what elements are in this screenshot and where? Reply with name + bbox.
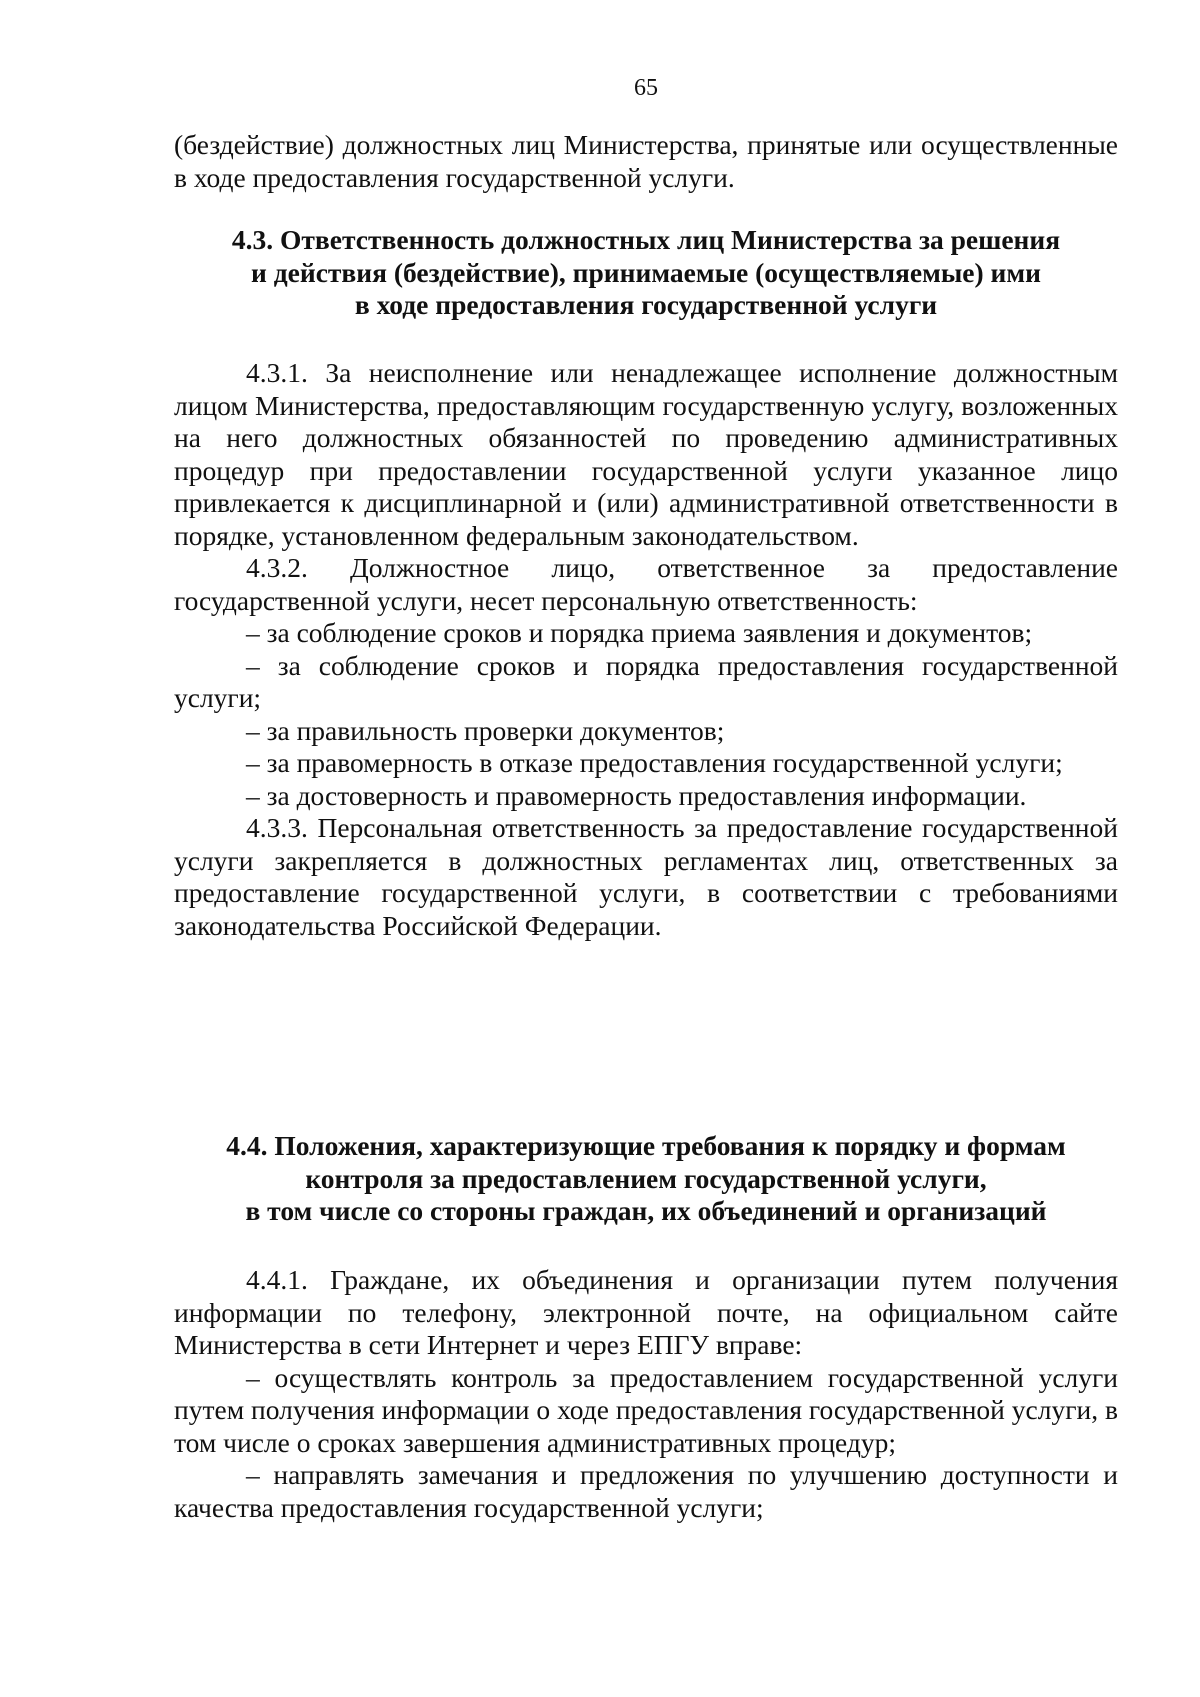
list-item: – за соблюдение сроков и порядка приема заявления и документов; bbox=[246, 617, 1033, 648]
list-item: – за соблюдение сроков и порядка предоставления государственной услуги; bbox=[174, 649, 1118, 713]
section-4-4-heading bbox=[174, 1130, 1118, 1228]
heading-line: контроля за предоставлением государственной услуги, bbox=[305, 1162, 987, 1194]
heading-line: в ходе предоставления государственной услуги bbox=[354, 289, 938, 320]
page-number: 65 bbox=[634, 75, 658, 101]
heading-line: в том числе со стороны граждан, их объединений и организаций bbox=[245, 1195, 1047, 1226]
paragraph-4-3-3: 4.3.3. Персональная ответственность за предоставление государственной услуги закрепляется в должностных регламентах лиц, ответственных за предоставление государственной услуги, в соответствии с требованиями законодательства Российской Федерации. bbox=[174, 812, 1118, 941]
section-4-4-body bbox=[174, 1264, 1118, 1524]
section-4-3-body bbox=[174, 357, 1118, 942]
section-4-3-heading bbox=[174, 224, 1118, 322]
heading-line: 4.4. Положения, характеризующие требования к порядку и формам bbox=[226, 1130, 1066, 1161]
paragraph-4-3-2: 4.3.2. Должностное лицо, ответственное за предоставление государственной услуги, несет персональную ответственность: bbox=[174, 552, 1118, 616]
list-item: – за достоверность и правомерность предоставления информации. bbox=[246, 779, 1027, 811]
heading-line: 4.3. Ответственность должностных лиц Министерства за решения bbox=[231, 224, 1061, 255]
continuation-paragraph: (бездействие) должностных лиц Министерства, принятые или осуществленные в ходе предоставления государственной услуги. bbox=[174, 129, 1118, 193]
list-item: – за правильность проверки документов; bbox=[246, 714, 725, 746]
paragraph-4-4-1: 4.4.1. Граждане, их объединения и организации путем получения информации по телефону, электронной почте, на официальном сайте Министерства в сети Интернет и через ЕПГУ вправе: bbox=[174, 1264, 1118, 1360]
list-item: – за правомерность в отказе предоставления государственной услуги; bbox=[246, 747, 1063, 778]
paragraph-4-3-1: 4.3.1. За неисполнение или ненадлежащее исполнение должностным лицом Министерства, предоставляющим государственную услугу, возложенных на него должностных обязанностей по проведению административных процедур при предоставлении государственной услуги указанное лицо привлекается к дисциплинарной и (или) административной ответственности в порядке, установленном федеральным законодательством. bbox=[174, 357, 1118, 551]
list-item: – направлять замечания и предложения по улучшению доступности и качества предоставления государственной услуги; bbox=[174, 1459, 1118, 1523]
list-item: – осуществлять контроль за предоставлением государственной услуги путем получения информации о ходе предоставления государственной услуги, в том числе о сроках завершения административных процедур; bbox=[174, 1361, 1118, 1458]
heading-line: и действия (бездействие), принимаемые (осуществляемые) ими bbox=[251, 256, 1041, 288]
